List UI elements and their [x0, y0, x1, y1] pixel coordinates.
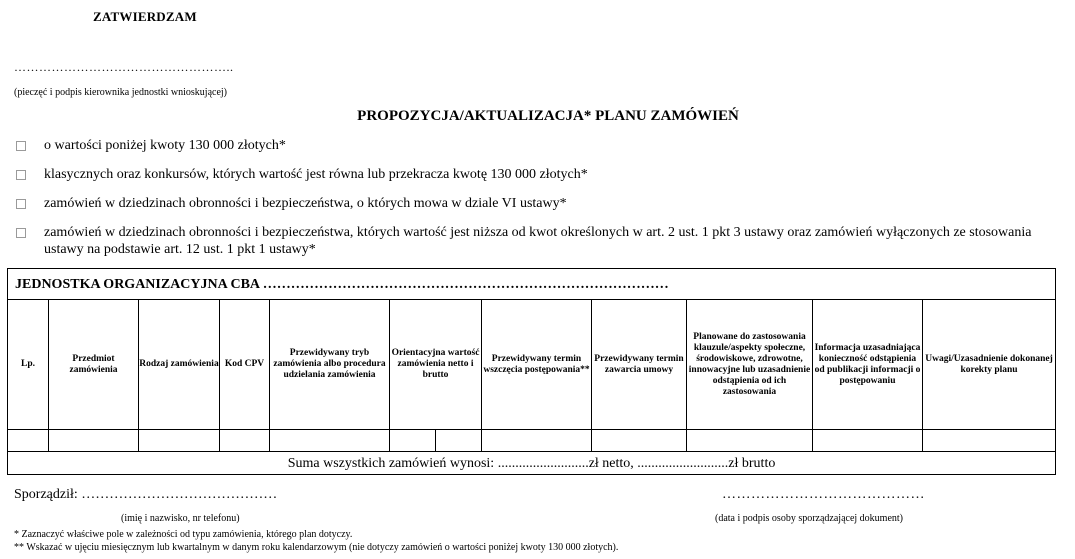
date-signature-line: …………………………………… [722, 487, 925, 502]
table-cell[interactable] [270, 430, 390, 452]
table-cell[interactable] [923, 430, 1056, 452]
column-header: Uwagi/Uzasadnienie dokonanej korekty planu [923, 300, 1056, 430]
organizational-unit-cell[interactable] [8, 269, 1056, 300]
checkbox-defense-below[interactable] [16, 228, 26, 238]
column-header: Orientacyjna wartość zamówienia netto i brutto [390, 300, 482, 430]
unit-label: JEDNOSTKA ORGANIZACYJNA CBA [15, 276, 260, 292]
sum-row: Suma wszystkich zamówień wynosi: ..........................zł netto, ..........................zł brutto [8, 452, 1056, 475]
procurement-plan-table [7, 268, 1056, 475]
option-label: zamówień w dziedzinach obronności i bezpieczeństwa, o których mowa w dziale VI ustawy* [44, 196, 567, 211]
column-header: Planowane do zastosowania klauzule/aspekty społeczne, środowiskowe, zdrowotne, innowacyjne lub uzasadnienie odstąpienia od ich zastosowania [687, 300, 813, 430]
column-header: Przewidywany termin wszczęcia postępowania** [482, 300, 592, 430]
option-classic [16, 166, 1056, 183]
checkbox-defense[interactable] [16, 199, 26, 209]
signature-line: …………………………………………….. [14, 60, 234, 74]
table-cell[interactable] [49, 430, 139, 452]
name-phone-caption: (imię i nazwisko, nr telefonu) [121, 513, 240, 524]
column-header: Rodzaj zamówienia [139, 300, 220, 430]
table-header-row [8, 300, 1056, 430]
document-title: PROPOZYCJA/AKTUALIZACJA* PLANU ZAMÓWIEŃ [357, 108, 739, 124]
option-label: klasycznych oraz konkursów, których wartość jest równa lub przekracza kwotę 130 000 złotych* [44, 167, 588, 182]
option-label: zamówień w dziedzinach obronności i bezpieczeństwa, których wartość jest niższa od kwot określonych w art. 2 ust. 1 pkt 3 ustawy oraz zamówień wyłączonych ze stosowania ustawy na podstawie art. 12 ust. 1 pkt 1 ustawy* [44, 225, 1032, 257]
table-cell[interactable] [687, 430, 813, 452]
column-header: Przedmiot zamówienia [49, 300, 139, 430]
column-header: Kod CPV [220, 300, 270, 430]
table-cell-netto[interactable] [390, 430, 436, 452]
table-cell[interactable] [813, 430, 923, 452]
column-header: Informacja uzasadniająca konieczność odstąpienia od publikacji informacji o postępowaniu [813, 300, 923, 430]
option-defense [16, 195, 1056, 212]
column-header: Przewidywany tryb zamówienia albo procedura udzielania zamówienia [270, 300, 390, 430]
date-signature-caption: (data i podpis osoby sporządzającej dokument) [715, 513, 903, 524]
checkbox-classic[interactable] [16, 170, 26, 180]
table-cell[interactable] [592, 430, 687, 452]
footnote-1: * Zaznaczyć właściwe pole w zależności od typu zamówienia, którego plan dotyczy. [14, 529, 353, 540]
option-defense-below [16, 224, 1056, 258]
table-cell[interactable] [8, 430, 49, 452]
table-cell[interactable] [220, 430, 270, 452]
stamp-caption: (pieczęć i podpis kierownika jednostki wnioskującej) [14, 87, 227, 98]
option-label: o wartości poniżej kwoty 130 000 złotych* [44, 138, 286, 153]
footnote-2: ** Wskazać w ujęciu miesięcznym lub kwartalnym w danym roku kalendarzowym (nie dotyczy zamówień o wartości poniżej kwoty 130 000 złotych). [14, 542, 619, 553]
prepared-by-line: Sporządził: …………………………………… [14, 487, 278, 502]
column-header: Lp. [8, 300, 49, 430]
table-cell[interactable] [482, 430, 592, 452]
approve-heading: ZATWIERDZAM [93, 9, 197, 24]
option-below-threshold [16, 137, 1056, 154]
table-row [8, 430, 1056, 452]
table-cell[interactable] [139, 430, 220, 452]
table-cell-brutto[interactable] [436, 430, 482, 452]
checkbox-below-threshold[interactable] [16, 141, 26, 151]
column-header: Przewidywany termin zawarcia umowy [592, 300, 687, 430]
unit-dots: …………………………………………………………………………… [262, 276, 669, 292]
